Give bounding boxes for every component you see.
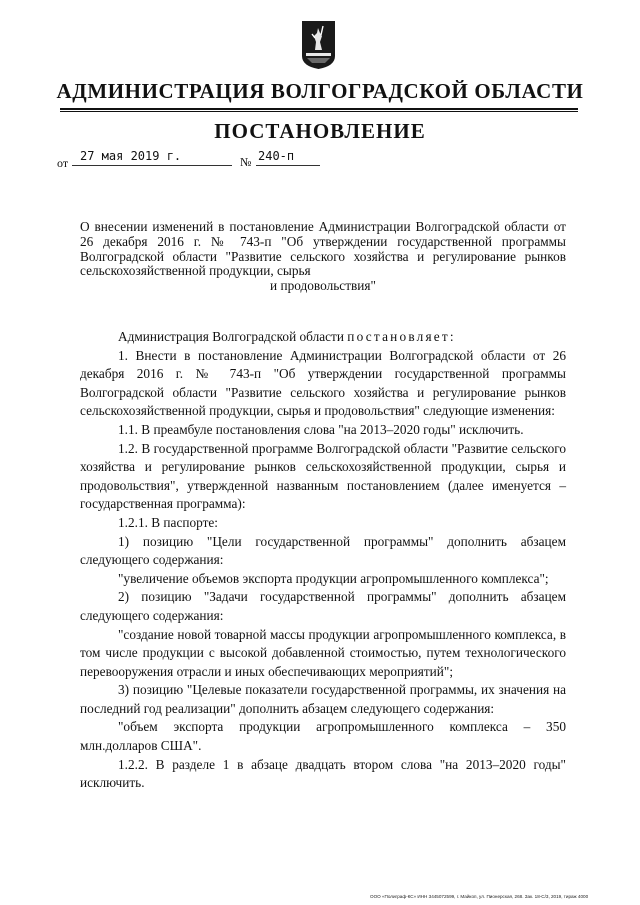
number-label: № [240,155,252,169]
document-number: 240-п [256,149,320,166]
document-date: 27 мая 2019 г. [72,149,232,166]
body-paragraph: 1. Внести в постановление Администрации Волгоградской области от 26 декабря 2016 г. № 743-п "Об утверждении государственной программы Волгоградской области "Развитие сельского хозяйства и регулирование рынков сельскохозяйственной продукции, сырья и продовольствия" следующие изменения: [80,347,566,419]
document-subject [80,220,566,294]
subject-last-line: и продовольствия" [270,278,376,294]
body-intro [80,328,566,347]
body-paragraph: 2) позицию "Задачи государственной программы" дополнить абзацем следующего содержания: [80,589,566,623]
document-date-line [0,149,640,173]
body-paragraph: "объем экспорта продукции агропромышленного комплекса – 350 млн.долларов США". [80,719,566,754]
organization-title: АДМИНИСТРАЦИЯ ВОЛГОГРАДСКОЙ ОБЛАСТИ [56,79,584,103]
intro-prefix: Администрация Волгоградской области [118,329,344,344]
intro-verb: постановляет: [347,329,456,344]
body-paragraph: 1.2. В государственной программе Волгоградской области "Развитие сельского хозяйства и регулирование рынков сельскохозяйственной продукции, сырья и продовольствия", утвержденной названным постановлением (далее именуется – государственная программа): [80,440,566,512]
header-divider-thin [60,111,578,112]
body-paragraph: 1) позицию "Цели государственной программы" дополнить абзацем следующего содержания: [80,533,566,568]
body-paragraph: 1.1. В преамбуле постановления слова "на 2013–2020 годы" исключить. [118,421,524,437]
subject-text: О внесении изменений в постановление Администрации Волгоградской области от 26 декабря 2016 г. № 743-п "Об утверждении государственной программы Волгоградской области "Развитие сельского хозяйства и регулирование рынков сельскохозяйственной продукции, сырья [80,219,566,279]
body-paragraph: 1.2.2. В разделе 1 в абзаце двадцать втором слова "на 2013–2020 годы" исключить. [80,756,566,791]
printer-footer: ООО «Полиграф-КС» ИНН 3445072599, г. Майкоп, ул. Пионерская, 268. Зак. 18-С/3, 2019, тираж 4000 [370,894,589,899]
body-paragraph: 3) позицию "Целевые показатели государственной программы, их значения на последний год реализации" дополнить абзацем следующего содержания: [80,682,566,716]
coat-of-arms-icon [301,20,336,70]
document-body [80,328,566,793]
body-paragraph: "увеличение объемов экспорта продукции агропромышленного комплекса"; [118,570,549,586]
header-divider [60,108,578,110]
body-paragraph: 1.2.1. В паспорте: [118,514,218,530]
document-type-title: ПОСТАНОВЛЕНИЕ [214,119,426,143]
body-paragraph: "создание новой товарной массы продукции агропромышленного комплекса, в том числе продукции с высокой добавленной стоимостью, путем технологического перевооружения отрасли и иных обеспечивающих мероприятий"; [80,626,566,679]
date-label: от [57,156,69,170]
